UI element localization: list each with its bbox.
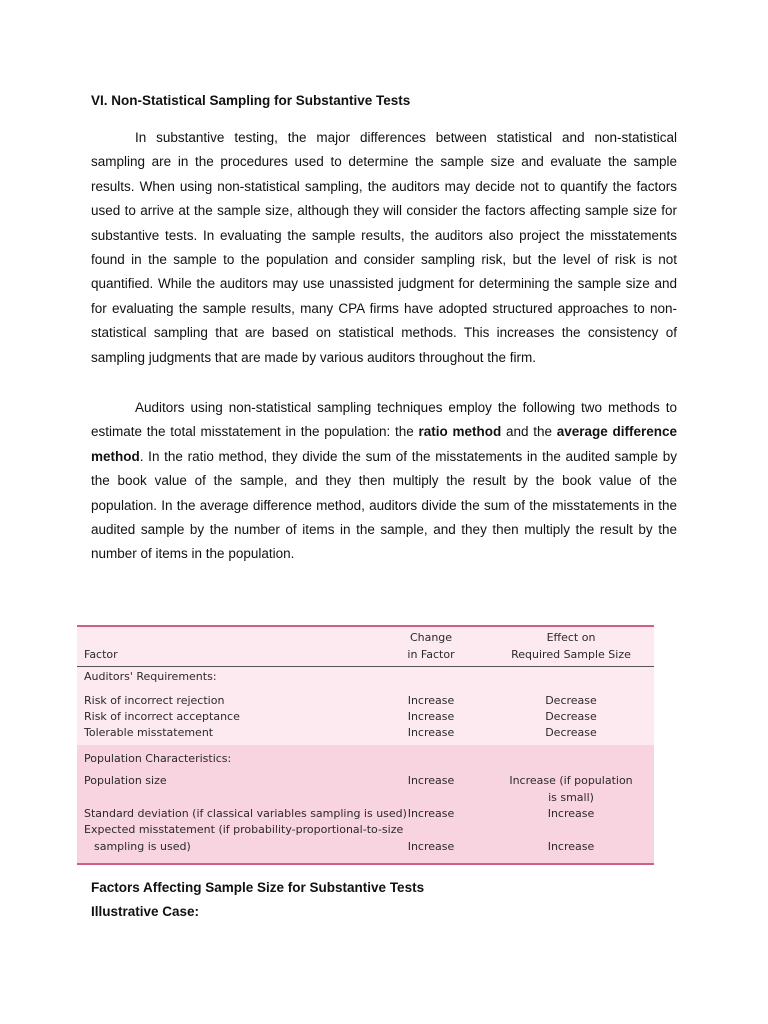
table-row-factor: Risk of incorrect acceptance	[84, 710, 240, 723]
factors-table	[77, 625, 654, 865]
paragraph-estimation-methods	[91, 396, 677, 567]
paragraph-2-text-b: and the	[501, 424, 557, 440]
table-header-effect-line2: Required Sample Size	[511, 648, 631, 661]
illustrative-case-label: Illustrative Case:	[91, 904, 200, 919]
table-section-title-population: Population Characteristics:	[84, 752, 232, 765]
table-row-effect: Decrease	[545, 694, 597, 707]
paragraph-1-text: In substantive testing, the major differences between statistical and non-statistical sampling are in the procedures used to determine the sample size and evaluate the sample results. When using non-statistical sampling, the auditors may decide not to quantify the factors used to arrive at the sample size, although they will consider the factors affecting sample size for substantive tests. In evaluating the sample results, the auditors also project the misstatements found in the sample to the population and consider sampling risk, but the level of risk is not quantified. While the auditors may use unassisted judgment for determining the sample size and for evaluating the sample results, many CPA firms have adopted structured approaches to non-statistical sampling that are based on statistical methods. This increases the consistency of sampling judgments that are made by various auditors throughout the firm.	[91, 130, 677, 365]
table-bottom-rule	[77, 863, 654, 865]
table-row-factor: Standard deviation (if classical variables sampling is used)	[84, 807, 407, 820]
table-section-title-auditors: Auditors' Requirements:	[84, 670, 217, 683]
table-row-effect: Increase	[547, 807, 595, 820]
table-row-factor: Tolerable misstatement	[84, 726, 214, 739]
table-top-rule	[77, 625, 654, 627]
term-ratio-method: ratio method	[418, 424, 502, 440]
table-row-change: Increase	[407, 726, 455, 739]
table-row-effect: Decrease	[545, 726, 597, 739]
table-row-effect-line1: Increase (if population	[509, 774, 633, 787]
table-row-factor: Risk of incorrect rejection	[84, 694, 225, 707]
table-header-change-line2: in Factor	[407, 648, 455, 661]
table-row-change: Increase	[407, 807, 455, 820]
paragraph-2-text-a: Auditors using non-statistical sampling techniques employ the following two methods to estimate the total misstatement in the population: the	[91, 400, 677, 440]
table-header-change-line1: Change	[409, 631, 453, 644]
table-row-factor-line2: sampling is used)	[94, 840, 191, 853]
table-row-effect-line2: is small)	[548, 791, 594, 804]
table-row-change: Increase	[407, 840, 455, 853]
paragraph-substantive-testing	[91, 126, 677, 370]
table-row-factor-line1: Expected misstatement (if probability-proportional-to-size	[84, 823, 404, 836]
table-header-factor: Factor	[84, 648, 118, 661]
table-row-change: Increase	[407, 694, 455, 707]
paragraph-2-text-c: . In the ratio method, they divide the sum of the misstatements in the audited sample by the book value of the sample, and they then multiply the result by the book value of the population. In the average difference method, auditors divide the sum of the misstatements in the audited sample by the number of items in the sample, and they then multiply the result by the number of items in the population.	[91, 448, 677, 562]
table-row-change: Increase	[407, 774, 455, 787]
table-header-effect-line1: Effect on	[546, 631, 596, 644]
table-header-rule	[77, 666, 654, 667]
table-row-effect: Increase	[547, 840, 595, 853]
term-average-difference-method: average difference method	[91, 424, 678, 464]
table-row-change: Increase	[407, 710, 455, 723]
table-row-effect: Decrease	[545, 710, 597, 723]
section-heading: VI. Non-Statistical Sampling for Substantive Tests	[91, 93, 411, 108]
table-row-factor: Population size	[84, 774, 167, 787]
table-caption: Factors Affecting Sample Size for Substantive Tests	[91, 880, 425, 895]
